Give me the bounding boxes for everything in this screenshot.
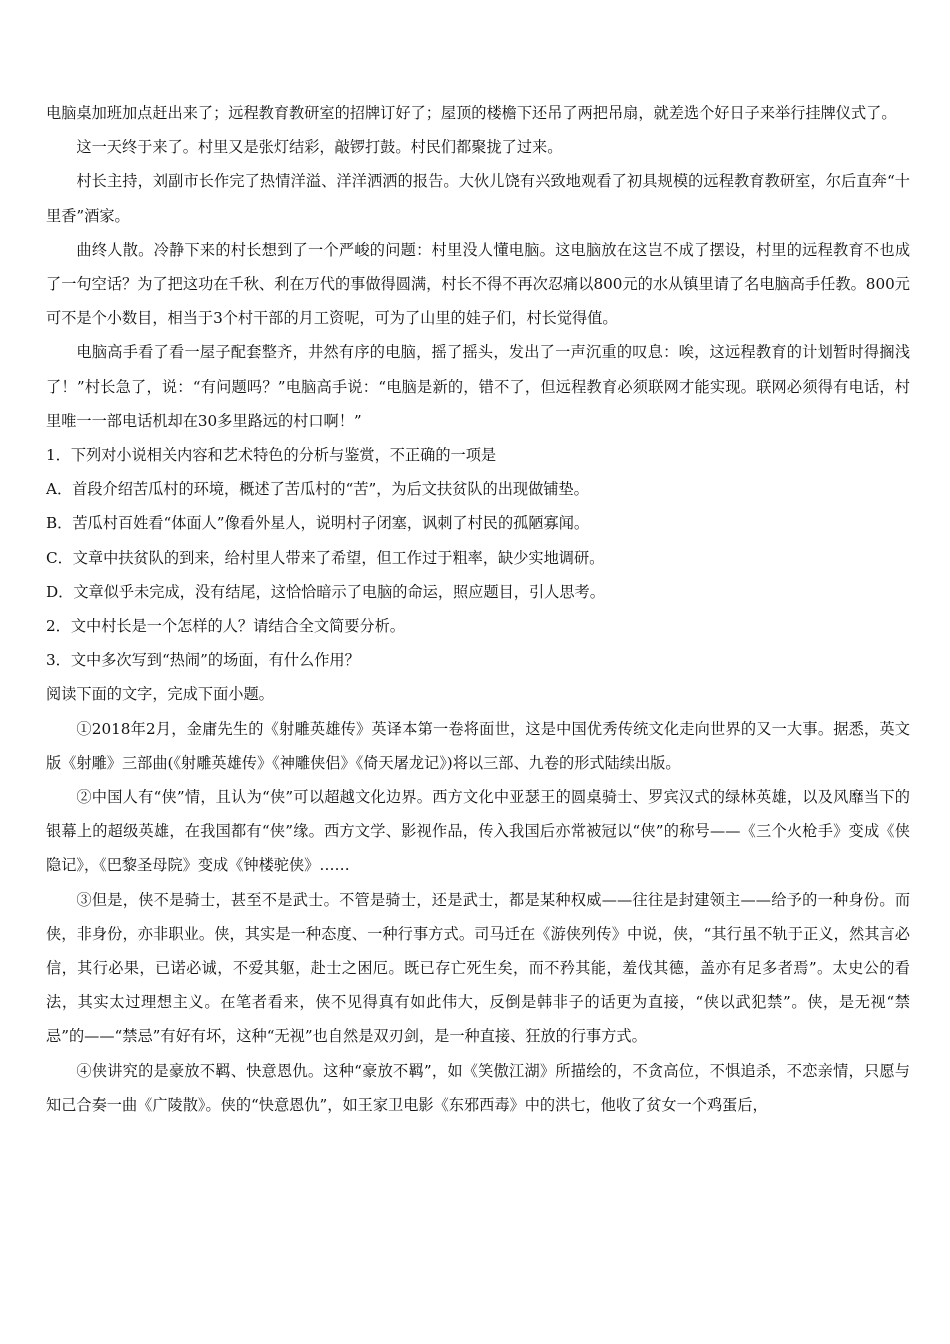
option-c: C．文章中扶贫队的到来，给村里人带来了希望，但工作过于粗率，缺少实地调研。 <box>46 548 605 567</box>
story-paragraph-5: 电脑高手看了看一屋子配套整齐，井然有序的电脑，摇了摇头，发出了一声沉重的叹息：唉，这远程教育的计划暂时得搁浅了！”村长急了，说：“有问题吗？”电脑高手说：“电脑是新的，错不了，但远程教育必须联网才能实现。联网必须得有电话，村里唯一一部电话机却在30多里路远的村口啊！” <box>46 343 910 430</box>
option-a: A．首段介绍苦瓜村的环境，概述了苦瓜村的“苦”，为后文扶贫队的出现做铺垫。 <box>46 480 589 499</box>
reading-intro: 阅读下面的文字，完成下面小题。 <box>46 685 274 704</box>
question-2: 2．文中村长是一个怎样的人？请结合全文简要分析。 <box>46 617 405 636</box>
story-paragraph-1: 电脑桌加班加点赶出来了；远程教育教研室的招牌订好了；屋顶的楼檐下还吊了两把吊扇，就差选个好日子来举行挂牌仪式了。 <box>46 104 897 122</box>
reading-paragraph-2: ②中国人有“侠”情，且认为“侠”可以超越文化边界。西方文化中亚瑟王的圆桌骑士、罗宾汉式的绿林英雄，以及风靡当下的银幕上的超级英雄，在我国都有“侠”缘。西方文学、影视作品，传入我国后亦常被冠以“侠”的称号——《三个火枪手》变成《侠隐记》，《巴黎圣母院》变成《钟楼驼侠》…… <box>46 788 910 875</box>
question-3: 3．文中多次写到“热闹”的场面，有什么作用？ <box>46 651 360 670</box>
story-paragraph-3: 村长主持，刘副市长作完了热情洋溢、洋洋洒洒的报告。大伙儿饶有兴致地观看了初具规模的远程教育教研室，尔后直奔“十里香”酒家。 <box>46 172 910 225</box>
document-page <box>46 96 910 1122</box>
option-b: B．苦瓜村百姓看“体面人”像看外星人，说明村子闭塞，讽刺了村民的孤陋寡闻。 <box>46 514 590 533</box>
reading-paragraph-1: ①2018年2月，金庸先生的《射雕英雄传》英译本第一卷将面世，这是中国优秀传统文化走向世界的又一大事。据悉，英文版《射雕》三部曲(《射雕英雄传》《神雕侠侣》《倚天屠龙记》)将以三部、九卷的形式陆续出版。 <box>46 719 910 772</box>
reading-paragraph-4: ④侠讲究的是豪放不羁、快意恩仇。这种“豪放不羁”，如《笑傲江湖》所描绘的，不贪高位，不惧追杀，不恋亲情，只愿与知己合奏一曲《广陵散》。侠的“快意恩仇”，如王家卫电影《东邪西毒》中的洪七，他收了贫女一个鸡蛋后， <box>46 1061 910 1114</box>
reading-paragraph-3: ③但是，侠不是骑士，甚至不是武士。不管是骑士，还是武士，都是某种权威——往往是封建领主——给予的一种身份。而侠，非身份，亦非职业。侠，其实是一种态度、一种行事方式。司马迁在《游侠列传》中说，侠，“其行虽不轨于正义，然其言必信，其行必果，已诺必诚，不爱其躯，赴士之困厄。既已存亡死生矣，而不矜其能，羞伐其德，盖亦有足多者焉”。太史公的看法，其实太过理想主义。在笔者看来，侠不见得真有如此伟大，反倒是韩非子的话更为直接，“侠以武犯禁”。侠，是无视“禁忌”的——“禁忌”有好有坏，这种“无视”也自然是双刃剑，是一种直接、狂放的行事方式。 <box>46 890 910 1046</box>
option-d: D．文章似乎未完成，没有结尾，这恰恰暗示了电脑的命运，照应题目，引人思考。 <box>46 582 605 601</box>
story-paragraph-2: 这一天终于来了。村里又是张灯结彩，敲锣打鼓。村民们都聚拢了过来。 <box>76 138 563 157</box>
story-paragraph-4: 曲终人散。冷静下来的村长想到了一个严峻的问题：村里没人懂电脑。这电脑放在这岂不成了摆设，村里的远程教育不也成了一句空话？为了把这功在千秋、利在万代的事做得圆满，村长不得不再次忍痛以800元的水从镇里请了名电脑高手任教。800元可不是个小数目，相当于3个村干部的月工资呢，可为了山里的娃子们，村长觉得值。 <box>46 240 910 328</box>
question-1: 1．下列对小说相关内容和艺术特色的分析与鉴赏，不正确的一项是 <box>46 446 497 465</box>
